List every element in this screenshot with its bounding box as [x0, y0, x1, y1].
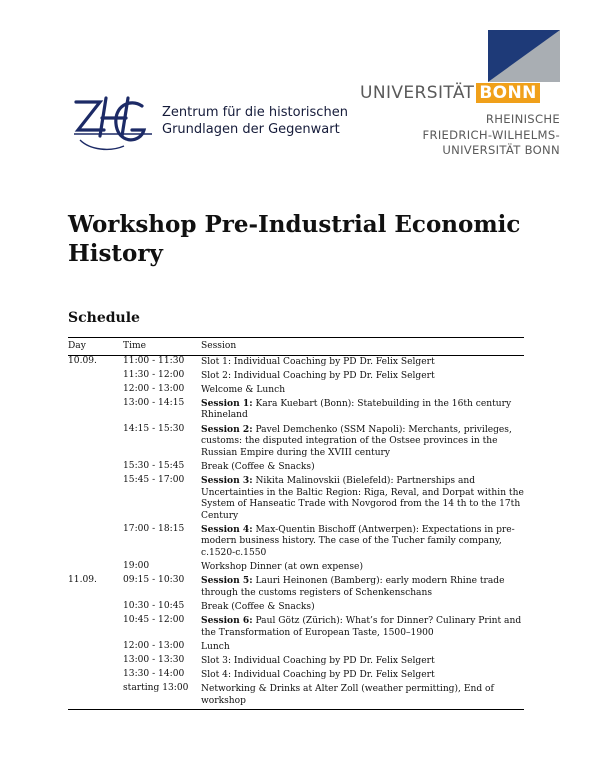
cell-session [201, 424, 524, 461]
bonn-sub-line1: RHEINISCHE [485, 112, 560, 126]
session-label: Session 2: [201, 423, 253, 435]
zhg-logo [70, 92, 348, 154]
table-header-row [68, 338, 524, 356]
table-row [68, 669, 524, 683]
schedule-body [68, 355, 524, 710]
cell-time: 17:00 - 18:15 [123, 523, 185, 534]
table-row [68, 601, 524, 615]
session-text: Break (Coffee & Snacks) [201, 461, 315, 472]
session-label: Session 5: [201, 575, 253, 587]
bonn-universitaet: UNIVERSITÄT [360, 83, 475, 103]
bonn-subtitle [423, 112, 561, 159]
session-text: Kara Kuebart (Bonn): Statebuilding in the 16th century Rhineland [201, 398, 512, 421]
cell-session [201, 641, 524, 655]
cell-time: 13:00 - 13:30 [123, 654, 185, 665]
table-row [68, 655, 524, 669]
cell-day [68, 384, 123, 398]
cell-time: 13:00 - 14:15 [123, 397, 185, 408]
cell-time: 12:00 - 13:00 [123, 640, 185, 651]
cell-time: 12:00 - 13:00 [123, 383, 185, 394]
session-label: Session 1: [201, 397, 253, 409]
table-row [68, 683, 524, 710]
zhg-line2: Grundlagen der Gegenwart [162, 122, 340, 137]
cell-session [201, 683, 524, 710]
cell-day [68, 475, 123, 524]
cell-day [68, 370, 123, 384]
session-text: Lauri Heinonen (Bamberg): early modern Rhine trade through the customs registers of Schenkenschans [201, 576, 505, 598]
cell-day [68, 461, 123, 475]
zhg-line1: Zentrum für die historischen [162, 105, 348, 120]
bonn-sub-line3: UNIVERSITÄT BONN [442, 143, 560, 157]
cell-time: 11:00 - 11:30 [123, 355, 185, 366]
session-text: Networking & Drinks at Alter Zoll (weather permitting), End of workshop [201, 683, 494, 706]
cell-session [201, 561, 524, 575]
session-text: Max-Quentin Bischoff (Antwerpen): Expectations in pre-modern business history. The case of the Tucher family company, c.1520-c.1550 [201, 524, 515, 558]
section-title: Schedule [68, 310, 140, 326]
session-text: Nikita Malinovskii (Bielefeld): Partnerships and Uncertainties in the Baltic Region: Riga, Reval, and Dorpat within the System of Hanseatic Trade with Novgorod from the 14 th to the 17th Century [201, 475, 524, 521]
session-text: Welcome & Lunch [201, 384, 286, 395]
cell-session [201, 669, 524, 683]
cell-time: 10:45 - 12:00 [123, 614, 185, 625]
cell-session [201, 370, 524, 384]
session-label: Session 3: [201, 474, 253, 486]
bonn-wordmark [360, 83, 540, 103]
cell-session [201, 461, 524, 475]
cell-session [201, 655, 524, 669]
cell-session [201, 601, 524, 615]
cell-day [68, 615, 123, 641]
session-text: Break (Coffee & Snacks) [201, 601, 315, 612]
session-text: Paul Götz (Zürich): What’s for Dinner? Culinary Print and the Transformation of European Taste, 1500–1900 [201, 615, 522, 638]
session-text: Slot 3: Individual Coaching by PD Dr. Felix Selgert [201, 655, 435, 666]
session-text: Slot 2: Individual Coaching by PD Dr. Felix Selgert [201, 370, 435, 381]
cell-day [68, 641, 123, 655]
session-text: Slot 4: Individual Coaching by PD Dr. Felix Selgert [201, 669, 435, 680]
bonn-sub-line2: FRIEDRICH-WILHELMS- [422, 127, 560, 142]
cell-day [68, 524, 123, 561]
table-row [68, 424, 524, 461]
table-row [68, 561, 524, 575]
cell-time: 11:30 - 12:00 [123, 369, 185, 380]
table-row [68, 398, 524, 424]
page-title: Workshop Pre-Industrial Economic History [68, 211, 521, 267]
cell-day: 10.09. [68, 355, 97, 366]
cell-day [68, 669, 123, 683]
bonn-bonn: BONN [476, 83, 539, 103]
table-row [68, 370, 524, 384]
cell-day [68, 655, 123, 669]
table-row [68, 461, 524, 475]
table-row [68, 475, 524, 524]
session-text: Pavel Demchenko (SSM Napoli): Merchants, privileges, customs: the disputed integration of the Ostsee provinces in the Russian Empire during the XVIII century [201, 424, 512, 458]
cell-time: 10:30 - 10:45 [123, 600, 185, 611]
cell-day [68, 398, 123, 424]
cell-session [201, 615, 524, 641]
table-row [68, 384, 524, 398]
header-day: Day [68, 338, 123, 356]
schedule-table [68, 337, 524, 710]
cell-time: 09:15 - 10:30 [123, 575, 185, 586]
cell-time: starting 13:00 [123, 683, 201, 710]
zhg-wordmark [162, 104, 348, 138]
cell-session [201, 524, 524, 561]
session-label: Session 6: [201, 614, 253, 626]
cell-session [201, 575, 524, 601]
table-row [68, 641, 524, 655]
header-session: Session [201, 338, 524, 356]
uni-bonn-logo [360, 30, 560, 165]
header-time: Time [123, 338, 201, 356]
session-text: Lunch [201, 641, 230, 652]
cell-time: 15:30 - 15:45 [123, 460, 185, 471]
session-text: Slot 1: Individual Coaching by PD Dr. Felix Selgert [201, 356, 435, 367]
cell-session [201, 384, 524, 398]
cell-day [68, 601, 123, 615]
cell-day [68, 424, 123, 461]
cell-time: 13:30 - 14:00 [123, 668, 185, 679]
cell-session [201, 398, 524, 424]
table-row [68, 575, 524, 601]
cell-day [68, 561, 123, 575]
session-text: Workshop Dinner (at own expense) [201, 562, 363, 573]
cell-day [68, 683, 123, 710]
cell-day: 11.09. [68, 575, 97, 586]
cell-session [201, 355, 524, 370]
table-row [68, 615, 524, 641]
session-label: Session 4: [201, 523, 253, 535]
cell-time: 15:45 - 17:00 [123, 474, 185, 485]
cell-time: 19:00 [123, 561, 150, 572]
table-row [68, 355, 524, 370]
cell-time: 14:15 - 15:30 [123, 423, 185, 434]
cell-session [201, 475, 524, 524]
zhg-monogram-icon [70, 92, 156, 154]
table-row [68, 524, 524, 561]
